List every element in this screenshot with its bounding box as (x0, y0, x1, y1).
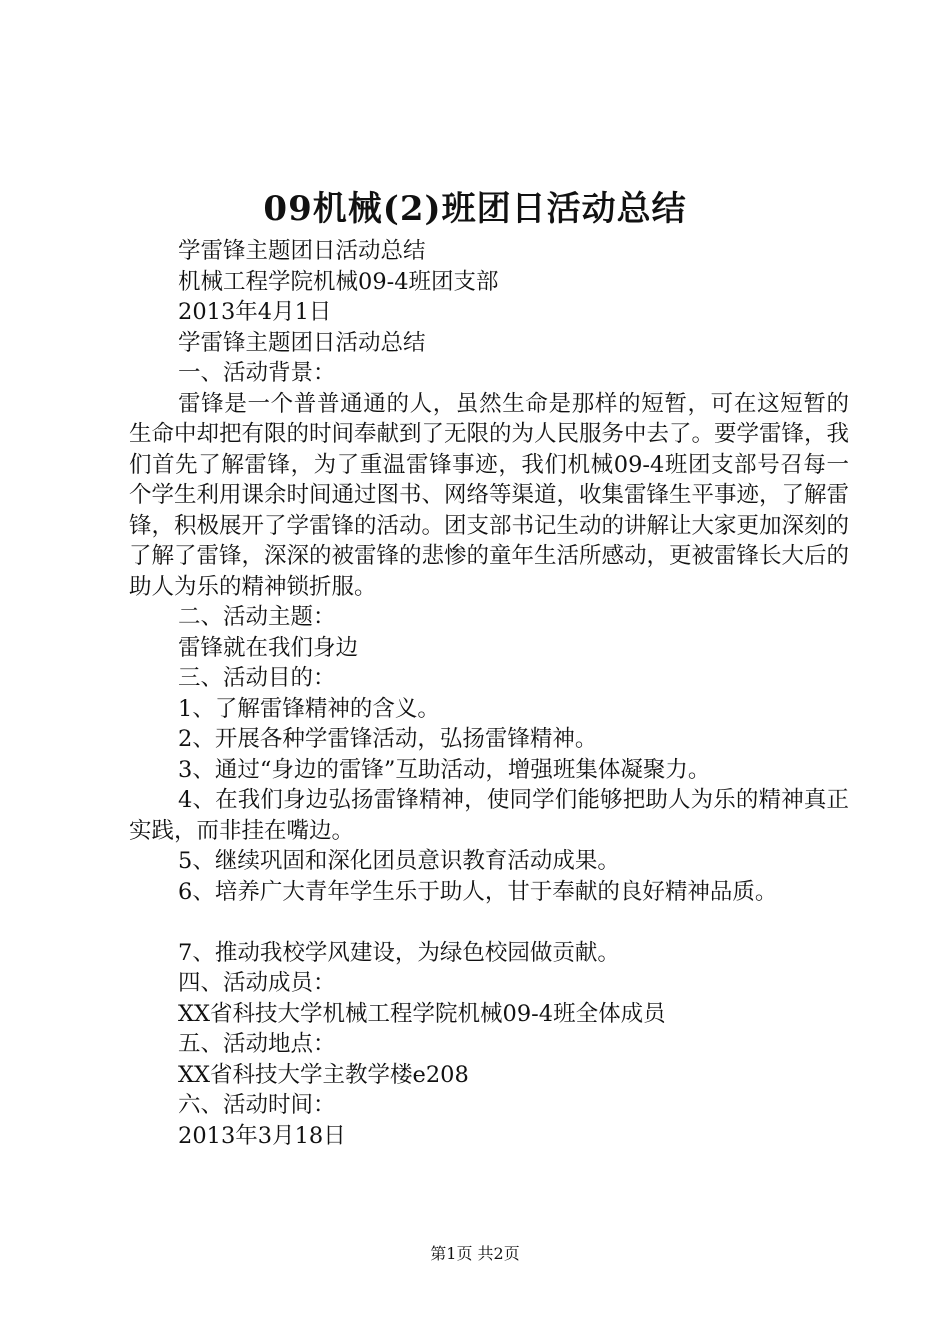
date-line: 2013年4月1日 (178, 299, 332, 325)
purpose-item-3: 3、通过“身边的雷锋”互助活动，增强班集体凝聚力。 (178, 756, 711, 783)
section-heading-purpose: 三、活动目的： (178, 665, 336, 691)
purpose-item-1: 1、了解雷锋精神的含义。 (178, 695, 440, 722)
background-paragraph: 雷锋是一个普普通通的人，虽然生命是那样的短暂，可在这短暂的生命中却把有限的时间奉献到了无限的为人民服务中去了。要学雷锋，我们首先了解雷锋，为了重温雷锋事迹，我们机械09-4班团支部号召每一个学生利用课余时间通过图书、网络等渠道，收集雷锋生平事迹，了解雷锋，积极展开了学雷锋的活动。团支部书记生动的讲解让大家更加深刻的了解了雷锋，深深的被雷锋的悲惨的童年生活所感动，更被雷锋长大后的助人为乐的精神锁折服。 (129, 390, 850, 600)
organization-line: 机械工程学院机械09-4班团支部 (178, 268, 499, 295)
document-title: 09机械(2)班团日活动总结 (263, 189, 687, 229)
blank-line (129, 907, 849, 938)
section-heading-location: 五、活动地点： (178, 1031, 336, 1057)
subtitle-line: 学雷锋主题团日活动总结 (178, 238, 426, 264)
purpose-item-6: 6、培养广大青年学生乐于助人，甘于奉献的良好精神品质。 (178, 878, 778, 905)
section-heading-time: 六、活动时间： (178, 1092, 336, 1118)
members-text: XX省科技大学机械工程学院机械09-4班全体成员 (178, 1000, 666, 1027)
section-heading-theme: 二、活动主题： (178, 604, 336, 630)
section-heading-members: 四、活动成员： (178, 970, 336, 996)
document-body (129, 236, 849, 1151)
time-text: 2013年3月18日 (178, 1122, 346, 1149)
location-text: XX省科技大学主教学楼e208 (178, 1061, 469, 1088)
subtitle-repeat-line: 学雷锋主题团日活动总结 (178, 329, 426, 356)
page-footer: 第1页 共2页 (430, 1244, 520, 1263)
theme-text: 雷锋就在我们身边 (178, 634, 359, 661)
purpose-item-5: 5、继续巩固和深化团员意识教育活动成果。 (178, 848, 620, 874)
purpose-item-7: 7、推动我校学风建设，为绿色校园做贡献。 (178, 939, 620, 966)
purpose-item-4: 4、在我们身边弘扬雷锋精神，使同学们能够把助人为乐的精神真正实践，而非挂在嘴边。 (129, 787, 849, 844)
section-heading-background: 一、活动背景： (178, 360, 336, 386)
purpose-item-2: 2、开展各种学雷锋活动，弘扬雷锋精神。 (178, 726, 598, 752)
